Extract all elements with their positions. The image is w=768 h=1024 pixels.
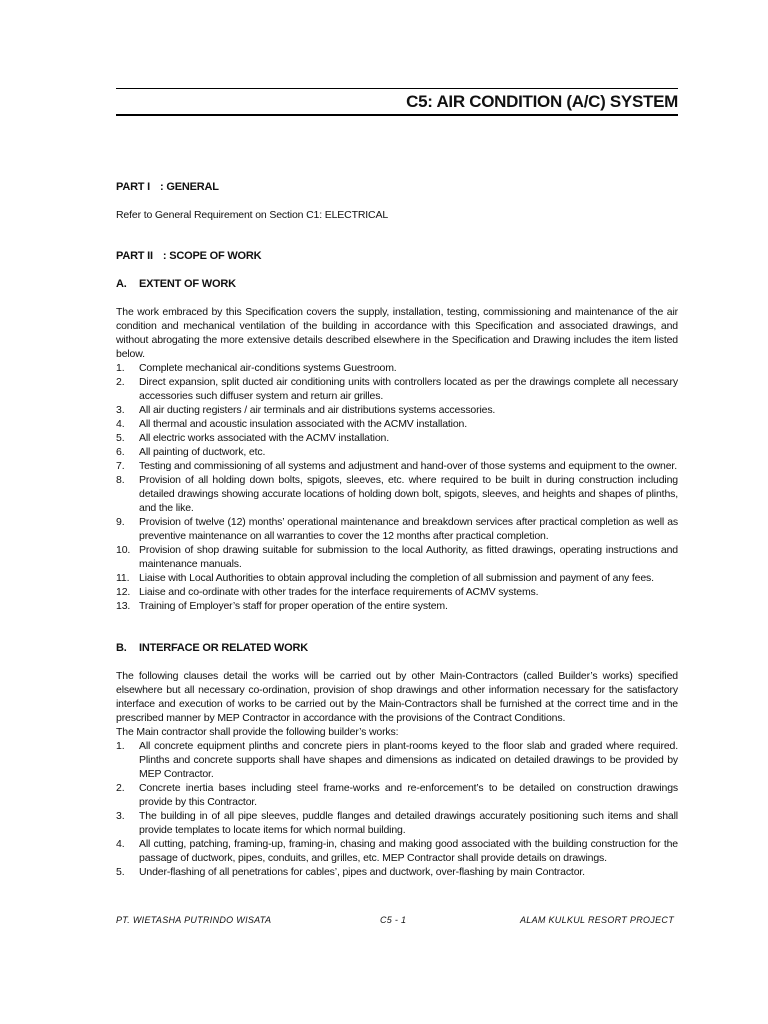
list-number: 9. bbox=[116, 516, 125, 528]
list-text: All painting of ductwork, etc. bbox=[139, 446, 266, 458]
list-number: 1. bbox=[116, 362, 125, 374]
list-number: 13. bbox=[116, 600, 131, 612]
section-b-letter: B. bbox=[116, 642, 127, 654]
part-1-label: PART I bbox=[116, 181, 151, 193]
list-text: Under-flashing of all penetrations for cables’, pipes and ductwork, over-flashing by main Contractor. bbox=[139, 866, 585, 878]
list-number: 3. bbox=[116, 810, 125, 822]
header-rule-top bbox=[116, 88, 678, 89]
list-number: 8. bbox=[116, 474, 125, 486]
list-text: Provision of twelve (12) months’ operational maintenance and breakdown services after practical completion as well as preventive maintenance on all warranties to cover the 12 months after practical completion. bbox=[139, 516, 678, 542]
list-item bbox=[116, 837, 678, 865]
list-text: Complete mechanical air-conditions systems Guestroom. bbox=[139, 362, 397, 374]
list-number: 11. bbox=[116, 572, 130, 584]
list-text: All cutting, patching, framing-up, framing-in, chasing and making good associated with the building construction for the passage of ductwork, pipes, conduits, and grilles, etc. MEP Contractor shall provide details on drawings. bbox=[139, 838, 678, 864]
list-item bbox=[116, 571, 678, 585]
section-b-lead: The Main contractor shall provide the following builder’s works: bbox=[116, 726, 399, 738]
list-item bbox=[116, 599, 678, 613]
list-item bbox=[116, 865, 678, 879]
section-b-intro: The following clauses detail the works will be carried out by other Main-Contractors (called Builder’s works) specified elsewhere but all necessary co-ordination, provision of shop drawings and other information necessary for the satisfactory interface and execution of works to be carried out by the Main-Contractors shall be furnished at the correct time and in the prescribed manner by MEP Contractor in accordance with the provisions of the Contract Conditions. bbox=[116, 670, 678, 724]
list-text: All thermal and acoustic insulation associated with the ACMV installation. bbox=[139, 418, 467, 430]
list-number: 3. bbox=[116, 404, 125, 416]
part-1-heading bbox=[116, 181, 219, 193]
footer-page-number: C5 - 1 bbox=[380, 915, 407, 925]
part-1-subheading: : GENERAL bbox=[160, 181, 219, 193]
list-number: 4. bbox=[116, 418, 125, 430]
part-1-text: Refer to General Requirement on Section C1: ELECTRICAL bbox=[116, 209, 389, 221]
list-number: 5. bbox=[116, 866, 125, 878]
list-number: 5. bbox=[116, 432, 125, 444]
list-item bbox=[116, 543, 678, 571]
list-item bbox=[116, 585, 678, 599]
section-b-title: INTERFACE OR RELATED WORK bbox=[139, 642, 308, 654]
section-a-letter: A. bbox=[116, 278, 127, 290]
list-text: Liaise and co-ordinate with other trades for the interface requirements of ACMV systems. bbox=[139, 586, 539, 598]
list-number: 2. bbox=[116, 782, 125, 794]
list-text: The building in of all pipe sleeves, puddle flanges and detailed drawings accurately positioning such items and shall provide templates to locate items for which normal building. bbox=[139, 810, 678, 836]
list-number: 6. bbox=[116, 446, 125, 458]
list-item bbox=[116, 459, 678, 473]
list-item bbox=[116, 375, 678, 403]
part-2-subheading: : SCOPE OF WORK bbox=[162, 250, 262, 262]
list-text: Training of Employer’s staff for proper operation of the entire system. bbox=[139, 600, 448, 612]
list-text: Concrete inertia bases including steel frame-works and re-enforcement’s to be detailed on construction drawings provide by this Contractor. bbox=[139, 782, 678, 808]
list-text: Provision of shop drawing suitable for submission to the local Authority, as fitted drawings, operating instructions and maintenance manuals. bbox=[139, 544, 678, 570]
section-b-heading bbox=[116, 642, 308, 654]
part-2-heading bbox=[116, 250, 261, 262]
list-item bbox=[116, 515, 678, 543]
list-item bbox=[116, 417, 678, 431]
footer-project: ALAM KULKUL RESORT PROJECT bbox=[519, 915, 674, 925]
list-item bbox=[116, 361, 678, 375]
list-item bbox=[116, 473, 678, 515]
list-item bbox=[116, 445, 678, 459]
list-text: All concrete equipment plinths and concrete piers in plant-rooms keyed to the floor slab and graded where required. Plinths and concrete supports shall have shapes and dimensions as indicated on detailed drawings to be provided by MEP Contractor. bbox=[139, 740, 678, 780]
list-number: 4. bbox=[116, 838, 125, 850]
section-b-list bbox=[116, 739, 678, 879]
part-2-label: PART II bbox=[116, 250, 153, 262]
list-item bbox=[116, 403, 678, 417]
list-number: 10. bbox=[116, 544, 131, 556]
list-text: Provision of all holding down bolts, spigots, sleeves, etc. where required to be built in during construction including detailed drawings showing accurate locations of holding down bolt, spigots, sleeves, and heights and shapes of plinths, and the like. bbox=[139, 474, 678, 514]
section-a-title: EXTENT OF WORK bbox=[139, 278, 236, 290]
list-text: All air ducting registers / air terminals and air distributions systems accessories. bbox=[139, 404, 496, 416]
header-rule-bottom bbox=[116, 114, 678, 116]
footer-company: PT. WIETASHA PUTRINDO WISATA bbox=[116, 915, 272, 925]
list-text: Testing and commissioning of all systems and adjustment and hand-over of those systems and equipment to the owner. bbox=[139, 460, 677, 472]
section-a-heading bbox=[116, 278, 236, 290]
list-number: 7. bbox=[116, 460, 125, 472]
section-a-intro: The work embraced by this Specification covers the supply, installation, testing, commissioning and maintenance of the air condition and mechanical ventilation of the building in accordance with this Specification and associated drawings, and without abrogating the more extensive details described elsewhere in the Specification and Drawing includes the item listed below. bbox=[116, 306, 678, 360]
list-number: 2. bbox=[116, 376, 125, 388]
list-text: Liaise with Local Authorities to obtain approval including the completion of all submission and payment of any fees. bbox=[139, 572, 654, 584]
list-text: All electric works associated with the ACMV installation. bbox=[139, 432, 389, 444]
document-title: C5: AIR CONDITION (A/C) SYSTEM bbox=[406, 92, 678, 111]
list-number: 1. bbox=[116, 740, 125, 752]
list-item bbox=[116, 781, 678, 809]
list-item bbox=[116, 431, 678, 445]
list-number: 12. bbox=[116, 586, 131, 598]
section-a-list bbox=[116, 361, 678, 613]
list-item bbox=[116, 739, 678, 781]
list-item bbox=[116, 809, 678, 837]
list-text: Direct expansion, split ducted air conditioning units with controllers located as per the drawings complete all necessary accessories such diffuser system and return air grilles. bbox=[139, 376, 678, 402]
